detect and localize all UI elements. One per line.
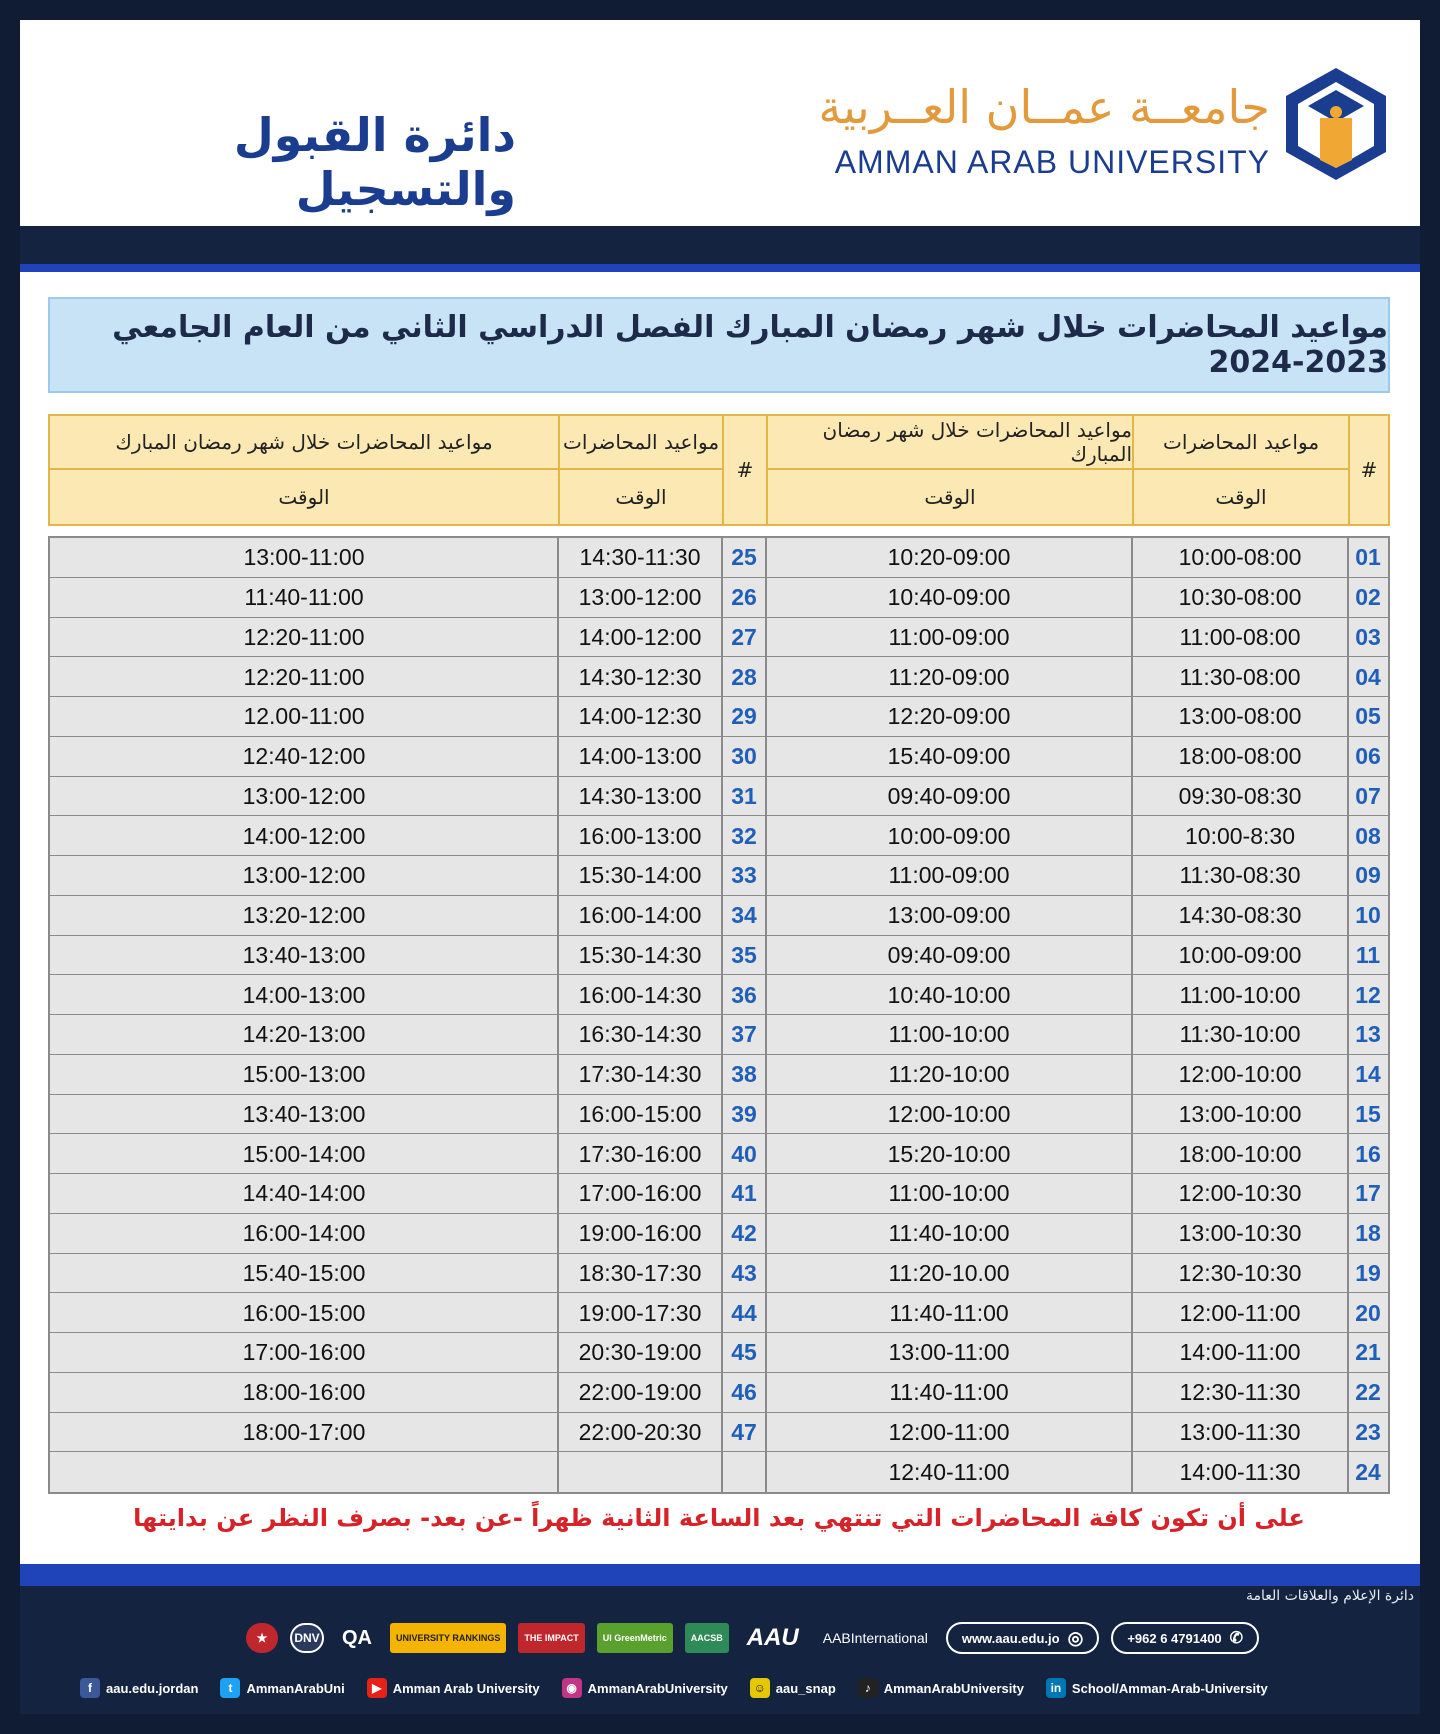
- row-number: 42: [731, 1220, 757, 1247]
- ramadan-time: 13:00-12:00: [242, 862, 366, 889]
- row-number: 32: [731, 822, 757, 849]
- ramadan-time: 12:00-11:00: [888, 1418, 1010, 1445]
- ramadan-time: 11:00-10:00: [888, 1180, 1010, 1207]
- row-number: 06: [1355, 743, 1381, 770]
- ramadan-time: 16:00-14:00: [242, 1220, 366, 1247]
- ramadan-time: 12:00-10:00: [887, 1100, 1011, 1127]
- phone-text: +962 6 4791400: [1127, 1630, 1222, 1646]
- regular-time: 11:30-08:00: [1179, 663, 1301, 690]
- row-number: 19: [1355, 1259, 1381, 1286]
- globe-icon: ◎: [1067, 1627, 1084, 1648]
- regular-time: 14:30-08:30: [1178, 902, 1302, 929]
- department-title: دائرة القبول والتسجيل: [233, 108, 516, 216]
- ramadan-time: 11:40-11:00: [244, 584, 364, 611]
- qa-badge: QA: [342, 1626, 372, 1649]
- regular-time: 13:00-10:30: [1178, 1220, 1302, 1247]
- regular-time: 13:00-10:00: [1178, 1100, 1302, 1127]
- table-row: [50, 816, 1388, 856]
- row-number: 02: [1355, 584, 1381, 611]
- table-row: [50, 1373, 1388, 1413]
- row-number: 14: [1355, 1061, 1381, 1088]
- table-row: [50, 896, 1388, 936]
- poster-frame: [20, 20, 1420, 1714]
- social-tiktok[interactable]: [858, 1678, 1024, 1698]
- row-number: 22: [1355, 1379, 1381, 1406]
- regular-time: 14:30-11:30: [579, 544, 701, 571]
- regular-time: [558, 1452, 722, 1492]
- row-number: 13: [1355, 1021, 1381, 1048]
- logo-english-text: AMMAN ARAB UNIVERSITY: [834, 144, 1270, 180]
- row-number: [722, 1452, 766, 1492]
- social-youtube-label: Amman Arab University: [392, 1680, 540, 1696]
- social-instagram[interactable]: [562, 1678, 728, 1698]
- phone-icon: ✆: [1229, 1630, 1244, 1647]
- social-snapchat[interactable]: [750, 1678, 836, 1698]
- ramadan-time: 11:40-10:00: [888, 1220, 1010, 1247]
- regular-time: 11:30-08:30: [1179, 862, 1301, 889]
- regular-time: 16:00-13:00: [578, 822, 702, 849]
- footer: [20, 1586, 1420, 1714]
- regular-time: 12:00-10:30: [1178, 1180, 1302, 1207]
- row-number: 28: [731, 663, 757, 690]
- regular-time: 12:00-10:00: [1178, 1061, 1302, 1088]
- table-row: [50, 1134, 1388, 1174]
- content-area: [20, 272, 1420, 1564]
- ramadan-time: 14:20-13:00: [242, 1021, 366, 1048]
- row-number: 21: [1355, 1339, 1381, 1366]
- ramadan-time: 15:40-09:00: [887, 743, 1011, 770]
- regular-time: 16:30-14:30: [578, 1021, 702, 1048]
- regular-time: 11:30-10:00: [1179, 1021, 1301, 1048]
- row-number: 44: [731, 1299, 757, 1326]
- ramadan-time: 12:20-09:00: [887, 703, 1011, 730]
- twitter-icon: t: [220, 1678, 240, 1698]
- regular-time: 10:00-08:00: [1178, 544, 1302, 571]
- row-number: 43: [731, 1259, 757, 1286]
- row-number: 37: [731, 1021, 757, 1048]
- ramadan-time: 10:00-09:00: [887, 822, 1011, 849]
- row-number: 16: [1355, 1140, 1381, 1167]
- table-row: [50, 1095, 1388, 1135]
- social-facebook-label: aau.edu.jordan: [106, 1680, 199, 1696]
- table-row: [50, 1174, 1388, 1214]
- ramadan-time: 15:00-14:00: [242, 1140, 366, 1167]
- social-tiktok-label: AmmanArabUniversity: [883, 1680, 1024, 1696]
- ramadan-time: 09:40-09:00: [887, 782, 1011, 809]
- ramadan-time: 11:00-09:00: [888, 862, 1010, 889]
- table-row: [50, 737, 1388, 777]
- ramadan-time: 13:00-11:00: [888, 1339, 1010, 1366]
- accreditation-badges: [246, 1622, 1259, 1654]
- row-number: 45: [731, 1339, 757, 1366]
- social-linkedin[interactable]: [1046, 1678, 1268, 1698]
- social-linkedin-label: School/Amman-Arab-University: [1071, 1680, 1268, 1696]
- facebook-icon: f: [80, 1678, 100, 1698]
- remote-lecture-note: على أن تكون كافة المحاضرات التي تنتهي بعد الساعة الثانية ظهراً -عن بعد- بصرف النظر عن بدايتها: [133, 1504, 1305, 1532]
- regular-time: 15:30-14:30: [578, 941, 702, 968]
- row-number: 41: [731, 1180, 757, 1207]
- row-number: 34: [731, 902, 757, 929]
- row-number: 40: [731, 1140, 757, 1167]
- linkedin-icon: in: [1046, 1678, 1066, 1698]
- table-row: [50, 538, 1388, 578]
- regular-time: 14:00-12:30: [578, 703, 702, 730]
- ramadan-time: 11:20-10:00: [888, 1061, 1010, 1088]
- table-row: [50, 936, 1388, 976]
- social-facebook[interactable]: [80, 1678, 198, 1698]
- table-row: [50, 697, 1388, 737]
- ramadan-time: 13:00-11:00: [243, 544, 365, 571]
- row-number: 10: [1355, 902, 1381, 929]
- website-text: www.aau.edu.jo: [961, 1630, 1060, 1646]
- row-number: 39: [731, 1100, 757, 1127]
- regular-time: 20:30-19:00: [578, 1339, 702, 1366]
- table-row: [50, 777, 1388, 817]
- youtube-icon: ▶: [367, 1678, 387, 1698]
- university-logo-icon: [1286, 68, 1386, 180]
- ramadan-time: 14:00-12:00: [242, 822, 366, 849]
- column-divider: [765, 538, 767, 1492]
- ramadan-time: 11:40-11:00: [889, 1299, 1009, 1326]
- header-hash-right: #: [1348, 416, 1388, 524]
- the-impact-badge: THE IMPACT: [518, 1623, 584, 1653]
- row-number: 15: [1355, 1100, 1381, 1127]
- footer-accent-bar: [20, 1564, 1420, 1586]
- regular-time: 14:00-13:00: [578, 743, 702, 770]
- regular-time: 16:00-14:30: [578, 981, 702, 1008]
- row-number: 30: [731, 743, 757, 770]
- table-header: [48, 414, 1390, 526]
- row-number: 26: [731, 584, 757, 611]
- header-regular-left: مواعيد المحاضرات: [558, 416, 722, 468]
- regular-time: 13:00-12:00: [578, 584, 702, 611]
- social-snapchat-label: aau_snap: [775, 1680, 836, 1696]
- ramadan-time: 11:00-10:00: [888, 1021, 1010, 1048]
- jordan-emblem-icon: ★: [246, 1623, 278, 1653]
- aab-international-badge: AABInternational: [822, 1630, 928, 1646]
- ramadan-time: 11:00-09:00: [888, 623, 1010, 650]
- ramadan-time: 17:00-16:00: [242, 1339, 366, 1366]
- table-row: [50, 1452, 1388, 1492]
- row-number: 03: [1355, 623, 1381, 650]
- regular-time: 11:00-10:00: [1179, 981, 1301, 1008]
- regular-time: 17:30-16:00: [578, 1140, 702, 1167]
- schedule-table: [48, 536, 1390, 1494]
- regular-time: 12:30-10:30: [1178, 1259, 1302, 1286]
- regular-time: 14:00-12:00: [578, 623, 702, 650]
- regular-time: 10:30-08:00: [1178, 584, 1302, 611]
- ramadan-time: [50, 1452, 558, 1492]
- table-row: [50, 618, 1388, 658]
- regular-time: 14:00-11:30: [1179, 1458, 1301, 1485]
- row-number: 24: [1355, 1458, 1381, 1485]
- row-number: 46: [731, 1379, 757, 1406]
- regular-time: 12:00-11:00: [1179, 1299, 1301, 1326]
- row-number: 09: [1355, 862, 1381, 889]
- table-row: [50, 1015, 1388, 1055]
- ramadan-time: 15:00-13:00: [242, 1061, 366, 1088]
- ramadan-time: 13:40-13:00: [242, 1100, 366, 1127]
- ramadan-time: 15:40-15:00: [242, 1259, 366, 1286]
- ramadan-time: 13:00-09:00: [887, 902, 1011, 929]
- ramadan-time: 14:00-13:00: [242, 981, 366, 1008]
- row-number: 23: [1355, 1418, 1381, 1445]
- header-ramadan-right: مواعيد المحاضرات خلال شهر رمضان المبارك: [766, 416, 1132, 468]
- ramadan-time: 13:40-13:00: [242, 941, 366, 968]
- social-twitter[interactable]: [220, 1678, 344, 1698]
- ramadan-time: 13:20-12:00: [242, 902, 366, 929]
- row-number: 25: [731, 544, 757, 571]
- schedule-title: مواعيد المحاضرات خلال شهر رمضان المبارك الفصل الدراسي الثاني من العام الجامعي 2023-2024: [48, 297, 1390, 393]
- row-number: 36: [731, 981, 757, 1008]
- regular-time: 18:00-08:00: [1178, 743, 1302, 770]
- website-link[interactable]: [946, 1622, 1099, 1654]
- row-number: 31: [731, 782, 757, 809]
- regular-time: 16:00-14:00: [578, 902, 702, 929]
- regular-time: 09:30-08:30: [1178, 782, 1302, 809]
- table-row: [50, 1214, 1388, 1254]
- header-time-regular-left: الوقت: [558, 468, 722, 524]
- ramadan-time: 13:00-12:00: [242, 782, 366, 809]
- row-number: 29: [731, 703, 757, 730]
- table-row: [50, 856, 1388, 896]
- regular-time: 19:00-16:00: [578, 1220, 702, 1247]
- regular-time: 10:00-8:30: [1185, 822, 1295, 849]
- table-row: [50, 578, 1388, 618]
- regular-time: 18:30-17:30: [578, 1259, 702, 1286]
- logo-arabic-text: جامعــة عمــان العــربية: [818, 80, 1270, 134]
- ramadan-time: 12.00-11:00: [243, 703, 365, 730]
- header-time-ramadan-right: الوقت: [766, 468, 1132, 524]
- ramadan-time: 11:40-11:00: [889, 1379, 1009, 1406]
- social-links: [80, 1678, 1268, 1698]
- header-divider: [20, 226, 1420, 264]
- rankings-badge: UNIVERSITY RANKINGS: [390, 1623, 506, 1653]
- table-row: [50, 1254, 1388, 1294]
- regular-time: 18:00-10:00: [1178, 1140, 1302, 1167]
- row-number: 47: [731, 1418, 757, 1445]
- regular-time: 12:30-11:30: [1179, 1379, 1301, 1406]
- ramadan-time: 11:20-09:00: [888, 663, 1010, 690]
- row-number: 27: [731, 623, 757, 650]
- row-number: 35: [731, 941, 757, 968]
- regular-time: 16:00-15:00: [578, 1100, 702, 1127]
- header-hash-left: #: [722, 416, 766, 524]
- ramadan-time: 15:20-10:00: [887, 1140, 1011, 1167]
- tiktok-icon: ♪: [858, 1678, 878, 1698]
- ramadan-time: 10:20-09:00: [887, 544, 1011, 571]
- social-twitter-label: AmmanArabUni: [246, 1680, 345, 1696]
- regular-time: 15:30-14:00: [578, 862, 702, 889]
- row-number: 20: [1355, 1299, 1381, 1326]
- table-row: [50, 657, 1388, 697]
- regular-time: 22:00-19:00: [578, 1379, 702, 1406]
- row-number: 17: [1355, 1180, 1381, 1207]
- row-number: 04: [1355, 663, 1381, 690]
- regular-time: 17:30-14:30: [578, 1061, 702, 1088]
- column-divider: [1131, 538, 1133, 1492]
- table-row: [50, 1413, 1388, 1453]
- ramadan-time: 11:20-10.00: [888, 1259, 1010, 1286]
- row-number: 11: [1355, 941, 1381, 968]
- row-number: 01: [1355, 544, 1381, 571]
- aacsb-badge: AACSB: [685, 1623, 729, 1653]
- regular-time: 14:30-13:00: [578, 782, 702, 809]
- table-row: [50, 975, 1388, 1015]
- snapchat-icon: ☺: [750, 1678, 770, 1698]
- header-ramadan-left: مواعيد المحاضرات خلال شهر رمضان المبارك: [115, 430, 493, 454]
- regular-time: 11:00-08:00: [1179, 623, 1301, 650]
- phone-link[interactable]: [1111, 1622, 1259, 1654]
- ramadan-time: 16:00-15:00: [242, 1299, 366, 1326]
- row-number: 12: [1355, 981, 1381, 1008]
- instagram-icon: ◉: [562, 1678, 582, 1698]
- regular-time: 19:00-17:30: [578, 1299, 702, 1326]
- row-number: 33: [731, 862, 757, 889]
- ramadan-time: 12:40-11:00: [888, 1458, 1010, 1485]
- ramadan-time: 12:20-11:00: [243, 663, 365, 690]
- header-time-regular-right: الوقت: [1132, 468, 1348, 524]
- row-number: 38: [731, 1061, 757, 1088]
- column-divider: [721, 538, 723, 1492]
- ramadan-time: 12:40-12:00: [242, 743, 366, 770]
- regular-time: 14:00-11:00: [1179, 1339, 1301, 1366]
- row-number: 07: [1355, 782, 1381, 809]
- social-youtube[interactable]: [367, 1678, 540, 1698]
- column-divider: [557, 538, 559, 1492]
- regular-time: 13:00-11:30: [1179, 1418, 1301, 1445]
- social-instagram-label: AmmanArabUniversity: [587, 1680, 728, 1696]
- regular-time: 17:00-16:00: [578, 1180, 702, 1207]
- header-regular-right: مواعيد المحاضرات: [1132, 416, 1348, 468]
- header-time-ramadan-left: الوقت: [50, 468, 558, 524]
- regular-time: 22:00-20:30: [578, 1418, 702, 1445]
- table-row: [50, 1293, 1388, 1333]
- column-divider: [1347, 538, 1349, 1492]
- header-accent-bar: [20, 264, 1420, 272]
- regular-time: 10:00-09:00: [1178, 941, 1302, 968]
- row-number: 08: [1355, 822, 1381, 849]
- ramadan-time: 10:40-10:00: [887, 981, 1011, 1008]
- dnv-badge-icon: DNV: [290, 1623, 324, 1653]
- pr-department-label: دائرة الإعلام والعلاقات العامة: [1245, 1588, 1414, 1604]
- ramadan-time: 10:40-09:00: [887, 584, 1011, 611]
- ramadan-time: 18:00-17:00: [242, 1418, 366, 1445]
- aau-badge: AAU: [746, 1624, 799, 1651]
- ramadan-time: 09:40-09:00: [887, 941, 1011, 968]
- table-row: [50, 1055, 1388, 1095]
- table-row: [50, 1333, 1388, 1373]
- row-number: 18: [1355, 1220, 1381, 1247]
- regular-time: 13:00-08:00: [1178, 703, 1302, 730]
- ramadan-time: 14:40-14:00: [242, 1180, 366, 1207]
- regular-time: 14:30-12:30: [578, 663, 702, 690]
- ramadan-time: 12:20-11:00: [243, 623, 365, 650]
- header: [20, 20, 1420, 226]
- row-number: 05: [1355, 703, 1381, 730]
- ramadan-time: 18:00-16:00: [242, 1379, 366, 1406]
- greenmetric-badge: UI GreenMetric: [597, 1623, 673, 1653]
